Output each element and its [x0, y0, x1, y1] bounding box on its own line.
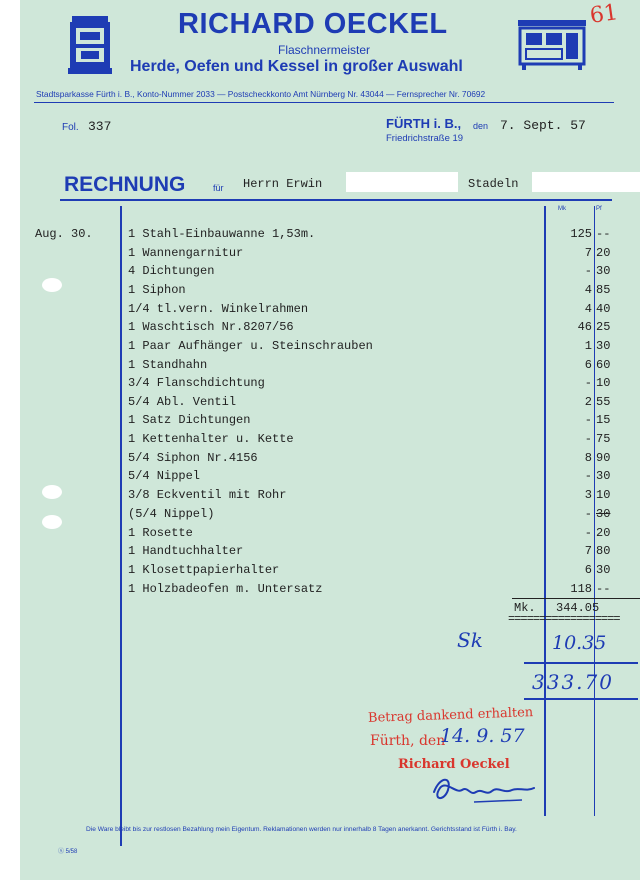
amount-pfennig: 30	[596, 507, 611, 521]
amount-mark: -	[584, 413, 592, 427]
line-item: 1 Holzbadeofen m. Untersatz	[128, 582, 323, 596]
amount-mark: 6	[584, 563, 592, 577]
amount-pfennig: 20	[596, 246, 611, 260]
stamp-company: Richard Oeckel	[398, 757, 510, 772]
amount-mark: 4	[584, 283, 592, 297]
form-code: Ⓢ 5/58	[58, 849, 78, 855]
amount-mark: 7	[584, 246, 592, 260]
kitchen-range-icon	[516, 18, 588, 72]
title-underline	[60, 199, 612, 201]
footer-terms: Die Ware bleibt bis zur restlosen Bezahlung mein Eigentum. Reklamationen werden nur innerhalb 8 Tagen anerkannt. Gerichtsstand ist Fürth i. Bay.	[86, 826, 517, 833]
line-item: 3/8 Eckventil mit Rohr	[128, 488, 287, 502]
pfennig-column-rule	[594, 206, 595, 816]
amount-pfennig: 85	[596, 283, 611, 297]
amount-mark: 46	[577, 320, 592, 334]
amount-pfennig: 15	[596, 413, 611, 427]
line-item: 1 Klosettpapierhalter	[128, 563, 280, 577]
recipient-name: Herrn Erwin	[243, 177, 323, 191]
recipient-place: Stadeln	[468, 177, 519, 191]
line-item: (5/4 Nippel)	[128, 507, 215, 521]
amount-mark: 4	[584, 302, 592, 316]
stamp-paid-line: Betrag dankend erhalten	[367, 705, 534, 726]
amount-mark: 1	[584, 339, 592, 353]
amount-mark: -	[584, 469, 592, 483]
tiled-stove-icon	[66, 14, 114, 76]
line-item: 1 Stahl-Einbauwanne 1,53m.	[128, 227, 316, 241]
final-amount: 333.70	[532, 670, 614, 694]
line-item: 1 Satz Dichtungen	[128, 413, 251, 427]
punch-hole	[42, 515, 62, 529]
amount-mark: 8	[584, 451, 592, 465]
fol-label: Fol.	[62, 122, 79, 133]
line-item: 3/4 Flanschdichtung	[128, 376, 265, 390]
line-item: 1 Wannengarnitur	[128, 246, 244, 260]
for-label: für	[213, 183, 224, 193]
fol-value: 337	[88, 119, 112, 134]
line-item: 1/4 tl.vern. Winkelrahmen	[128, 302, 309, 316]
line-item: 4 Dichtungen	[128, 264, 215, 278]
item-date: Aug. 30.	[35, 227, 93, 241]
company-tagline: Herde, Oefen und Kessel in großer Auswahl	[130, 58, 463, 75]
company-profession: Flaschnermeister	[278, 43, 371, 57]
den-label: den	[473, 121, 489, 131]
amount-mark: -	[584, 432, 592, 446]
amount-mark: 2	[584, 395, 592, 409]
amount-mark: 6	[584, 358, 592, 372]
total-sum: 344.05	[556, 601, 600, 615]
amount-pfennig: 30	[596, 339, 611, 353]
deduction-label: Sk	[457, 628, 483, 652]
stamp-date-handwritten: 14. 9. 57	[440, 725, 525, 747]
line-item: 5/4 Abl. Ventil	[128, 395, 237, 409]
amount-mark: -	[584, 264, 592, 278]
amount-pfennig: --	[596, 582, 611, 596]
amount-mark: -	[584, 526, 592, 540]
amount-mark: -	[584, 376, 592, 390]
line-item: 1 Paar Aufhänger u. Steinschrauben	[128, 339, 373, 353]
amount-pfennig: 25	[596, 320, 611, 334]
deduction-underline	[524, 662, 638, 664]
company-name: RICHARD OECKEL	[178, 8, 448, 40]
date-column-rule	[120, 206, 122, 846]
amount-mark: 7	[584, 544, 592, 558]
redacted-surname	[346, 172, 458, 192]
line-item: 1 Handtuchhalter	[128, 544, 244, 558]
company-street: Friedrichstraße 19	[386, 133, 464, 144]
amount-pfennig: 60	[596, 358, 611, 372]
amount-pfennig: 40	[596, 302, 611, 316]
amount-pfennig: 75	[596, 432, 611, 446]
stamp-date-label: Fürth, den	[370, 733, 446, 749]
amount-mark: 125	[570, 227, 592, 241]
line-item: 1 Kettenhalter u. Kette	[128, 432, 294, 446]
col-header-pf: Pf	[596, 206, 602, 212]
line-item: 1 Waschtisch Nr.8207/56	[128, 320, 294, 334]
line-item: 1 Standhahn	[128, 358, 208, 372]
subtotal-rule	[512, 598, 640, 599]
amount-mark: -	[584, 507, 592, 521]
invoice-date: 7. Sept. 57	[500, 118, 586, 133]
line-item: 5/4 Nippel	[128, 469, 201, 483]
deduction-amount: 10.35	[552, 632, 607, 654]
amount-pfennig: 20	[596, 526, 611, 540]
redacted-address	[532, 172, 640, 192]
total-mk-label: Mk.	[514, 601, 536, 615]
amount-pfennig: --	[596, 227, 611, 241]
invoice-paper	[20, 0, 640, 880]
amount-pfennig: 10	[596, 488, 611, 502]
line-item: 5/4 Siphon Nr.4156	[128, 451, 258, 465]
amount-pfennig: 55	[596, 395, 611, 409]
corner-handwritten-mark: 61	[588, 0, 620, 29]
line-item: 1 Siphon	[128, 283, 186, 297]
amount-pfennig: 80	[596, 544, 611, 558]
amount-pfennig: 30	[596, 469, 611, 483]
amount-pfennig: 10	[596, 376, 611, 390]
amount-pfennig: 30	[596, 563, 611, 577]
amount-mark: 118	[570, 582, 592, 596]
col-header-mk: Mk	[558, 206, 566, 212]
invoice-title: RECHNUNG	[64, 173, 186, 196]
total-double-rule: ==================	[508, 612, 620, 626]
line-item: 1 Rosette	[128, 526, 193, 540]
final-underline	[524, 698, 638, 700]
amount-pfennig: 30	[596, 264, 611, 278]
punch-hole	[42, 278, 62, 292]
handwritten-signature	[430, 772, 540, 806]
punch-hole	[42, 485, 62, 499]
amount-mark: 3	[584, 488, 592, 502]
header-divider	[34, 102, 614, 103]
bank-details: Stadtsparkasse Fürth i. B., Konto-Nummer 2033 — Postscheckkonto Amt Nürnberg Nr. 43044 — Fernsprecher Nr. 70692	[36, 89, 486, 99]
city-label: FÜRTH i. B.,	[386, 116, 462, 131]
amount-pfennig: 90	[596, 451, 611, 465]
